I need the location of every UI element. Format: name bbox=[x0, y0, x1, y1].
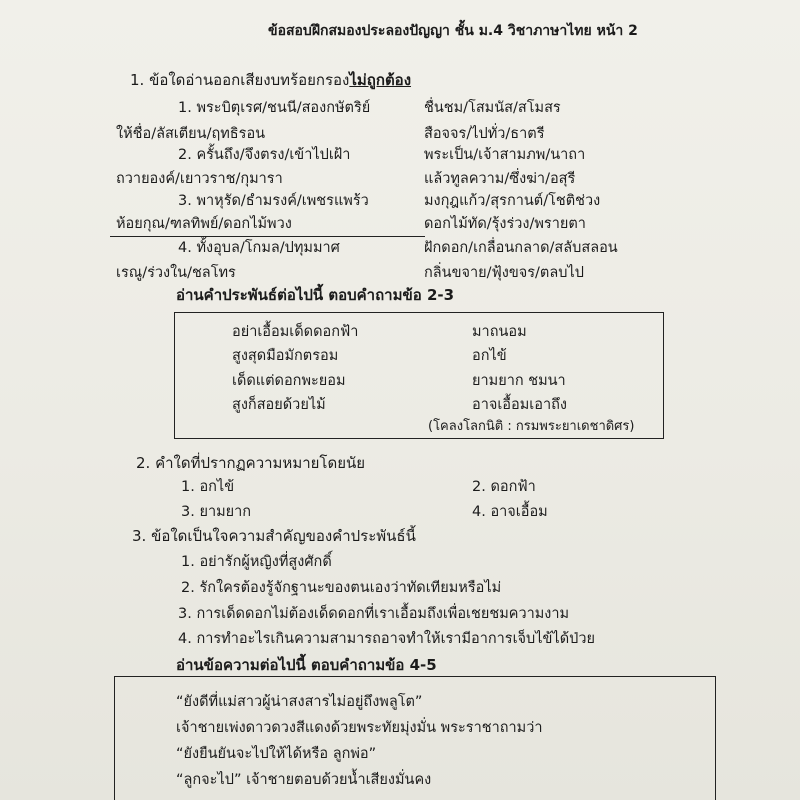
q1-option-4-left-a: 4. ทั้งอุบล/โกมล/ปทุมมาศ bbox=[178, 240, 340, 256]
passage-1-intro: อ่านคำประพันธ์ต่อไปนี้ ตอบคำถามข้อ 2-3 bbox=[176, 286, 455, 304]
q3-option-4: 4. การทำอะไรเกินความสามารถอาจทำให้เรามีอาการเจ็บไข้ได้ป่วย bbox=[178, 631, 595, 647]
passage-2-intro: อ่านข้อความต่อไปนี้ ตอบคำถามข้อ 4-5 bbox=[176, 656, 437, 674]
q1-option-1-left-a: 1. พระบิตุเรศ/ชนนี/สองกษัตริย์ bbox=[178, 100, 371, 116]
q1-option-3-right-b: ดอกไม้ทัด/รุ้งร่วง/พรายตา bbox=[424, 216, 586, 232]
poem-line-3-left: เด็ดแต่ดอกพะยอม bbox=[232, 373, 346, 389]
poem-line-4-left: สูงก็สอยด้วยไม้ bbox=[232, 397, 326, 413]
poem-line-4-right: อาจเอื้อมเอาถึง bbox=[472, 397, 567, 413]
q1-option-3-right-a: มงกุฎแก้ว/สุรกานต์/โชติช่วง bbox=[424, 193, 601, 209]
q2-option-3: 3. ยามยาก bbox=[181, 504, 252, 520]
question-number: 3. bbox=[132, 527, 147, 545]
poem-line-2-right: อกไข้ bbox=[472, 348, 507, 364]
passage-2-line-2: เจ้าชายเพ่งดาวดวงสีแดงด้วยพระทัยมุ่งมั่น พระราชาถามว่า bbox=[176, 720, 543, 736]
question-text: ข้อใดเป็นใจความสำคัญของคำประพันธ์นี้ bbox=[151, 527, 416, 545]
q1-option-4-left-b: เรณู/ร่วงใน/ชลโทร bbox=[116, 265, 236, 281]
question-text: ข้อใดอ่านออกเสียงบทร้อยกรอง bbox=[149, 71, 350, 89]
poem-line-1-left: อย่าเอื้อมเด็ดดอกฟ้า bbox=[232, 324, 359, 340]
poem-line-2-left: สูงสุดมือมักตรอม bbox=[232, 348, 339, 364]
poem-source: (โคลงโลกนิติ : กรมพระยาเดชาดิศร) bbox=[428, 419, 635, 434]
passage-2-line-1: “ยังดีที่แม่สาวผู้น่าสงสารไม่อยู่ถึงพลูโต” bbox=[176, 694, 423, 710]
q1-option-4-right-b: กลิ่นขจาย/ฟุ้งขจร/ตลบไป bbox=[424, 265, 584, 281]
q1-option-1-right-a: ชื่นชม/โสมนัส/สโมสร bbox=[424, 100, 561, 116]
q1-option-2-left-a: 2. ครั้นถึง/จึงตรง/เข้าไปเฝ้า bbox=[178, 147, 351, 163]
q1-option-3-left-b: ห้อยกุณ/ฑลทิพย์/ดอกไม้พวง bbox=[116, 216, 292, 232]
q2-option-2: 2. ดอกฟ้า bbox=[472, 479, 536, 495]
poem-line-1-right: มาถนอม bbox=[472, 324, 527, 340]
question-3 bbox=[132, 524, 416, 548]
q1-option-1-left-b: ให้ชื่อ/ลัสเตียน/ฤทธิรอน bbox=[116, 126, 266, 142]
question-2 bbox=[136, 451, 365, 475]
page-header: ข้อสอบฝึกสมองประลองปัญญา ชั้น ม.4 วิชาภาษาไทย หน้า 2 bbox=[268, 23, 638, 39]
question-number: 1. bbox=[130, 71, 145, 89]
q1-option-4-right-a: ฝักดอก/เกลื่อนกลาด/สลับสลอน bbox=[424, 240, 618, 256]
question-number: 2. bbox=[136, 454, 151, 472]
question-text: คำใดที่ปรากฏความหมายโดยนัย bbox=[155, 454, 366, 472]
q1-option-2-right-a: พระเป็น/เจ้าสามภพ/นาถา bbox=[424, 147, 586, 163]
q3-option-1: 1. อย่ารักผู้หญิงที่สูงศักดิ์ bbox=[181, 554, 332, 570]
passage-2-line-3: “ยังยืนยันจะไปให้ได้หรือ ลูกพ่อ” bbox=[176, 746, 377, 762]
q3-option-3: 3. การเด็ดดอกไม่ต้องเด็ดดอกที่เราเอื้อมถึงเพื่อเชยชมความงาม bbox=[178, 606, 570, 622]
q1-option-1-right-b: สือจจร/ไปทั่ว/ธาตรี bbox=[424, 126, 545, 142]
poem-line-3-right: ยามยาก ชมนา bbox=[472, 373, 566, 389]
q1-option-2-right-b: แล้วทูลความ/ซึ่งฆ่า/อสุรี bbox=[424, 171, 576, 187]
q2-option-1: 1. อกไข้ bbox=[181, 479, 235, 495]
passage-2-line-4: “ลูกจะไป” เจ้าชายตอบด้วยน้ำเสียงมั่นคง bbox=[176, 772, 432, 788]
q3-option-2: 2. รักใครต้องรู้จักฐานะของตนเองว่าทัดเทียมหรือไม่ bbox=[181, 580, 502, 596]
q1-option-3-left-a: 3. พาหุรัด/ธำมรงค์/เพชรแพร้ว bbox=[178, 193, 369, 209]
question-1 bbox=[130, 68, 411, 92]
q2-option-4: 4. อาจเอื้อม bbox=[472, 504, 548, 520]
question-text-underlined: ไม่ถูกต้อง bbox=[349, 71, 412, 89]
q1-option-2-left-b: ถวายองค์/เยาวราช/กุมารา bbox=[116, 171, 283, 187]
